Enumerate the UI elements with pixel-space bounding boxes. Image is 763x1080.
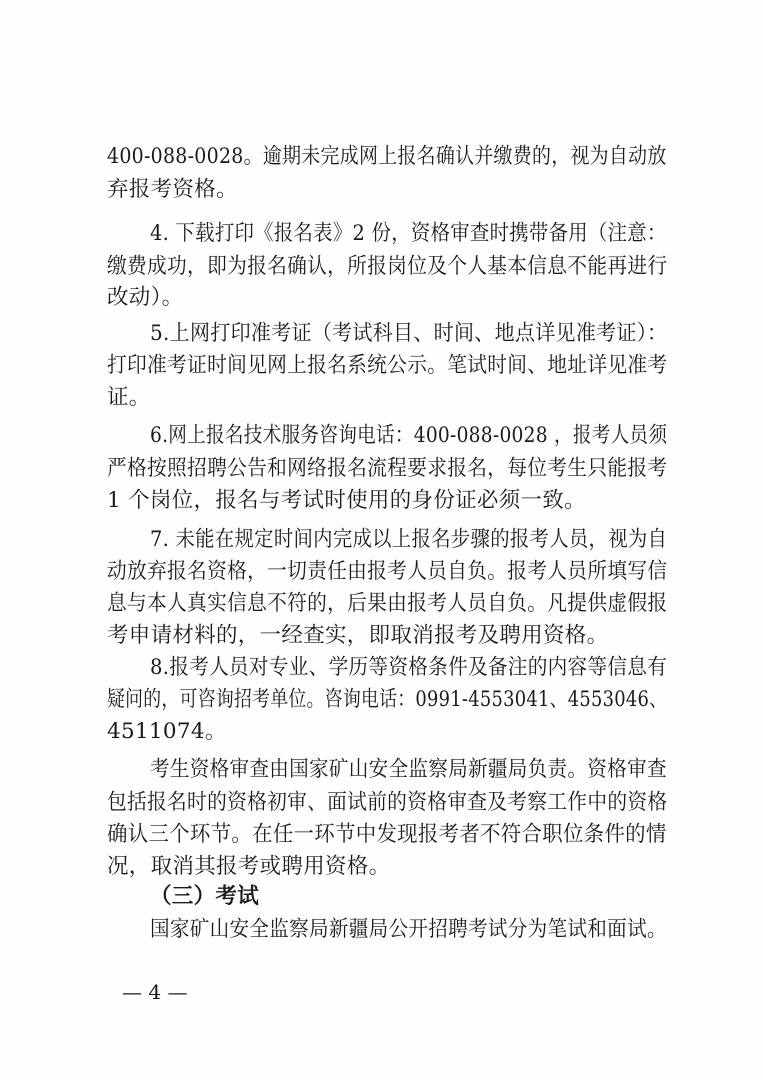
text-line: 打印准考证时间见网上报名系统公示。笔试时间、地址详见准考 xyxy=(107,353,668,378)
text-line: 4. 下载打印《报名表》2 份，资格审查时携带备用（注意： xyxy=(150,221,667,246)
text-line: 8.报考人员对专业、学历等资格条件及备注的内容等信息有 xyxy=(150,655,668,680)
text-line: 1 个岗位，报名与考试时使用的身份证必须一致。 xyxy=(107,488,586,513)
text-line: 国家矿山安全监察局新疆局公开招聘考试分为笔试和面试。 xyxy=(150,917,667,942)
text-line: 严格按照招聘公告和网络报名流程要求报名，每位考生只能报考 xyxy=(107,456,668,481)
text-line: 4511074。 xyxy=(107,719,227,744)
text-line: 况，取消其报考或聘用资格。 xyxy=(107,854,391,879)
text-line: 疑问的，可咨询招考单位。咨询电话：0991-4553041、4553046、 xyxy=(107,687,668,712)
text-line: 包括报名时的资格初审、面试前的资格审查及考察工作中的资格 xyxy=(107,790,668,815)
text-line: 动放弃报名资格，一切责任由报考人员自负。报考人员所填写信 xyxy=(107,559,668,584)
text-line: 缴费成功，即为报名确认，所报岗位及个人基本信息不能再进行 xyxy=(107,254,668,279)
text-line: 6.网上报名技术服务咨询电话：400-088-0028 ，报考人员须 xyxy=(150,423,668,448)
text-line: 确认三个环节。在任一环节中发现报考者不符合职位条件的情 xyxy=(107,822,667,847)
section-heading: （三）考试 xyxy=(150,884,260,909)
text-line: 息与本人真实信息不符的，后果由报考人员自负。凡提供虚假报 xyxy=(107,591,668,616)
text-line: 改动）。 xyxy=(107,285,184,310)
text-line: 考生资格审查由国家矿山安全监察局新疆局负责。资格审查 xyxy=(150,757,667,782)
page-number: — 4 — xyxy=(122,980,188,1004)
text-line: 7. 未能在规定时间内完成以上报名步骤的报考人员，视为自 xyxy=(150,527,668,552)
text-line: 弃报考资格。 xyxy=(107,177,238,202)
text-line: 5.上网打印准考证（考试科目、时间、地点详见准考证）： xyxy=(150,321,668,346)
text-line: 考申请材料的，一经查实，即取消报考及聘用资格。 xyxy=(107,623,609,648)
text-line: 证。 xyxy=(107,385,151,410)
text-line: 400-088-0028。逾期未完成网上报名确认并缴费的，视为自动放 xyxy=(107,144,667,169)
